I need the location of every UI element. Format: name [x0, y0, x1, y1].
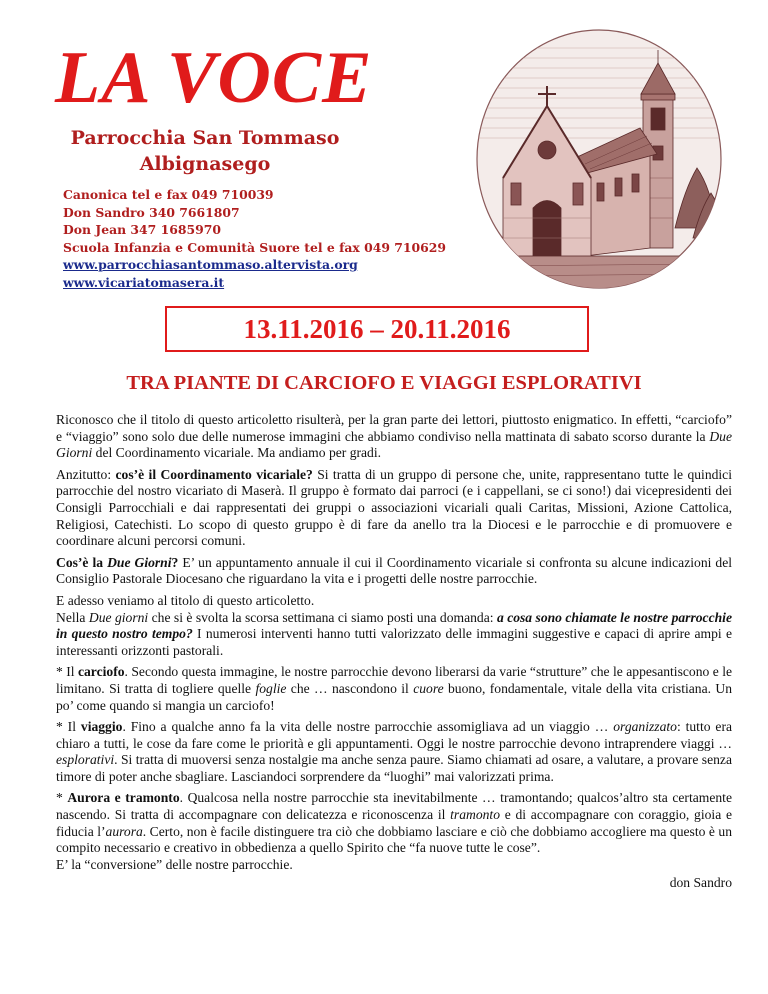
paragraph-due-giorni: Cos’è la Due Giorni? E’ un appuntamento annuale il cui il Coordinamento vicariale si confronta su alcune indicazioni del Consiglio Pastorale Diocesano che riguardano la vita e i progetti delle nostre parrocchie.: [56, 554, 733, 587]
paragraph-intro: Riconosco che il titolo di questo articoletto risulterà, per la gran parte dei lettori, piuttosto enigmatico. In effetti, “carciofo” e “viaggio” sono solo due delle numerose immagini che abbiamo condiviso nella mattinata di sabato scorso durante la Due Giorni del Coordinamento vicariale. Ma andiamo per gradi.: [56, 412, 732, 461]
contact-don-sandro: Don Sandro 340 7661807: [63, 204, 240, 220]
paragraph-carciofo: * Il carciofo. Secondo questa immagine, le nostre parrocchie devono liberarsi da varie “strutture” che le appesantiscono e le limitano. Si tratta di togliere quelle foglie che … nascondono il cuore buono, fondamentale, vitale della vita cristiana. Un po’ come quando si mangia un carciofo!: [56, 664, 732, 713]
paragraph-question: Nella Due giorni che si è svolta la scorsa settimana ci siamo posti una domanda: a cosa sono chiamate le nostre parrocchie in questo nostro tempo? I numerosi interventi hanno tutti valorizzato delle immagini suggestive e capaci di aprire ampi e interessanti orizzonti pastorali.: [56, 609, 732, 658]
contact-scuola: Scuola Infanzia e Comunità Suore tel e fax 049 710629: [63, 239, 447, 255]
parish-website-link[interactable]: www.parrocchiasantommaso.altervista.org: [63, 257, 358, 272]
article-headline: TRA PIANTE DI CARCIOFO E VIAGGI ESPLORATIVI: [126, 372, 642, 394]
signature: don Sandro: [669, 875, 732, 891]
contact-canonica: Canonica tel e fax 049 710039: [63, 187, 274, 202]
contact-list: [63, 186, 446, 291]
paragraph-aurora-tramonto: * Aurora e tramonto. Qualcosa nella nostre parrocchie sta inevitabilmente … tramontando; qualcos’altro sta certamente nascendo. Si tratta di accompagnare con delicatezza e riconoscenza il tramonto e di accompagnare con coraggio, gioia e fiducia l’aurora. Certo, non è facile distinguere tra ciò che dobbiamo lasciare e ciò che dobbiamo accogliere ma questo è un compito necessario e creativo in obbedienza a quello Spirito che “fa nuove tutte le cose”.: [56, 790, 733, 856]
vicariate-website-link[interactable]: www.vicariatomasera.it: [63, 274, 225, 290]
parish-name-line1: Parrocchia San Tommaso: [70, 127, 340, 149]
newsletter-title: LA VOCE: [55, 37, 373, 119]
contact-don-jean: Don Jean 347 1685970: [63, 222, 221, 237]
article-body: [56, 412, 732, 892]
paragraph-viaggio: * Il viaggio. Fino a qualche anno fa la vita delle nostre parrocchie assomigliava ad un viaggio … organizzato: tutto era chiaro a tutti, le cose da fare come le priorità e gli appuntamenti. Oggi le nostre parrocchie devono intraprendere viaggi … esplorativi. Si tratta di muoversi senza nostalgie ma anche senza paure. Siamo chiamati ad osare, a valutare, a provare senza timore di poter anche sbagliare. Lasciandoci sorprendere da “luoghi” mai valorizzati prima.: [56, 719, 733, 784]
masthead: [55, 38, 485, 298]
parish-name: [70, 125, 340, 177]
church-illustration: [475, 28, 723, 290]
paragraph-conversione: E’ la “conversione” delle nostre parrocchie.: [56, 856, 293, 872]
paragraph-coordinamento: Anzitutto: cos’è il Coordinamento vicariale? Si tratta di un gruppo di persone che, unite, rappresentano tutte le quindici parrocchie del nostro vicariato di Maserà. Il gruppo è formato dai parroci (e i cappellani, se ci sono!) dai vicepresidenti dei Consigli Parrocchiali e dai rappresentati dei gruppi o associazioni vicariali quali Caritas, Missioni, Azione Cattolica, Religiosi, Catechisti. Lo scopo di questo gruppo è di fare da anello tra la Diocesi e le parrocchie e di promuovere e coordinare alcuni percorsi comuni.: [56, 466, 732, 549]
parish-name-line2: Albignasego: [139, 153, 271, 175]
paragraph-transition: E adesso veniamo al titolo di questo articoletto.: [56, 592, 315, 608]
date-range-box: 13.11.2016 – 20.11.2016: [165, 306, 589, 352]
